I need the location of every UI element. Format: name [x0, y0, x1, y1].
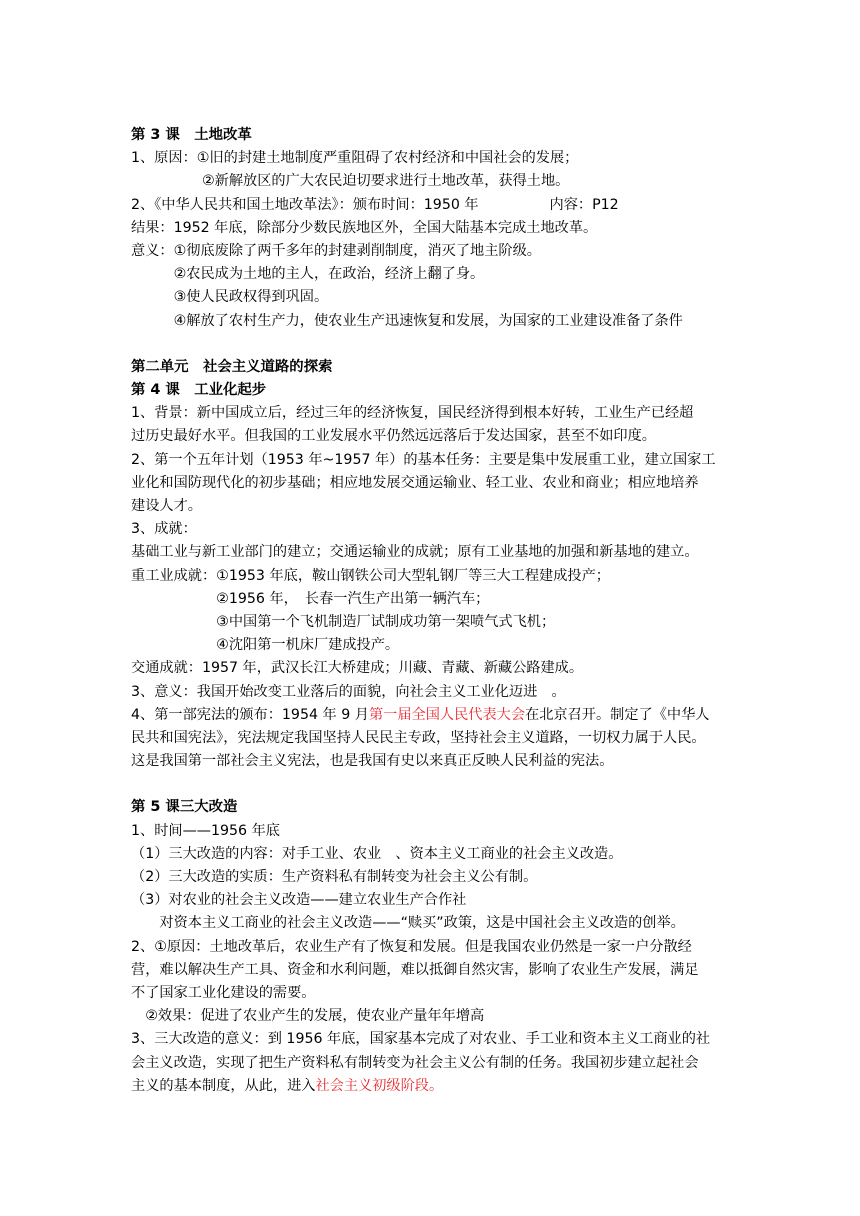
text-line: 基础工业与新工业部门的建立；交通运输业的成就；原有工业基地的加强和新基地的建立。 — [131, 544, 699, 561]
text-line: 2、第一个五年计划（1953 年~1957 年）的基本任务：主要是集中发展重工业，建立国家工 — [131, 451, 716, 468]
text-line: ④解放了农村生产力，使农业生产迅速恢复和发展，为国家的工业建设准备了条件 — [131, 312, 683, 329]
text-line: ③使人民政权得到巩固。 — [131, 289, 329, 306]
lesson-5-heading: 第 5 课三大改造 — [131, 799, 238, 816]
final-line — [131, 1075, 731, 1098]
text-line: 结果：1952 年底，除部分少数民族地区外，全国大陆基本完成土地改革。 — [131, 219, 598, 236]
text-line: 1、背景：新中国成立后，经过三年的经济恢复，国民经济得到根本好转，工业生产已经超 — [131, 405, 694, 422]
text-line: ④沈阳第一机床厂建成投产。 — [131, 637, 400, 654]
text-line: （1）三大改造的内容：对手工业、农业 、资本主义工商业的社会主义改造。 — [131, 845, 623, 862]
text-line: 2、《中华人民共和国土地改革法》：颁布时间：1950 年 内容：P12 — [131, 196, 619, 213]
text-line: 民共和国宪法》，宪法规定我国坚持人民民主专政，坚持社会主义道路，一切权力属于人民。 — [131, 729, 706, 746]
text-line: 营，难以解决生产工具、资金和水利问题，难以抵御自然灾害，影响了农业生产发展，满足 — [131, 961, 699, 978]
text-line: 3、三大改造的意义：到 1956 年底，国家基本完成了对农业、手工业和资本主义工商业的社 — [131, 1031, 711, 1048]
text-line: ③中国第一个飞机制造厂试制成功第一架喷气式飞机； — [131, 613, 556, 630]
lesson-3-heading: 第 3 课 土地改革 — [131, 127, 252, 143]
text-line: 建设人才。 — [131, 498, 202, 514]
highlight-text: 第一届全国人民代表大会 — [368, 706, 526, 723]
lesson-4-heading: 第 4 课 工业化起步 — [131, 382, 267, 399]
text-line: 过历史最好水平。但我国的工业发展水平仍然远远落后于发达国家，甚至不如印度。 — [131, 428, 656, 445]
text-line: 3、成就： — [131, 521, 197, 538]
text-line: 2、①原因：土地改革后，农业生产有了恢复和发展。但是我国农业仍然是一家一户分散经 — [131, 938, 692, 955]
text-line: （2）三大改造的实质：生产资料私有制转变为社会主义公有制。 — [131, 869, 538, 885]
text-line: 1、时间——1956 年底 — [131, 822, 280, 839]
text-line: 3、意义：我国开始改变工业落后的面貌，向社会主义工业化迈进 。 — [131, 683, 566, 700]
text-line: 1、原因：①旧的封建土地制度严重阻碍了农村经济和中国社会的发展； — [131, 150, 579, 167]
text-line: ②农民成为土地的主人，在政治，经济上翻了身。 — [131, 266, 485, 283]
text-line: 这是我国第一部社会主义宪法，也是我国有史以来真正反映人民利益的宪法。 — [131, 753, 614, 770]
text-line: ②新解放区的广大农民迫切要求进行土地改革，获得土地。 — [131, 173, 570, 190]
text-span: 在北京召开。制定了《中华人 — [525, 706, 710, 723]
text-line: （3）对农业的社会主义改造——建立农业生产合作社 — [131, 892, 467, 909]
spacer — [131, 333, 731, 356]
text-line: ②效果：促进了农业产生的发展，使农业产量年年增高 — [131, 1008, 485, 1025]
text-line: 重工业成就：①1953 年底，鞍山钢铁公司大型轧钢厂等三大工程建成投产； — [131, 567, 610, 584]
text-span: 4、第一部宪法的颁布：1954 年 9 月 — [131, 706, 369, 723]
unit-2-heading: 第二单元 社会主义道路的探索 — [131, 358, 333, 375]
constitution-line — [131, 704, 731, 727]
text-line: 意义：①彻底废除了两千多年的封建剥削制度，消灭了地主阶级。 — [131, 242, 541, 259]
text-line: ②1956 年， 长春一汽生产出第一辆汽车； — [131, 590, 490, 607]
text-line: 交通成就：1957 年，武汉长江大桥建成；川藏、青藏、新藏公路建成。 — [131, 660, 584, 677]
document-page — [131, 124, 731, 1098]
text-line: 会主义改造，实现了把生产资料私有制转变为社会主义公有制的任务。我国初步建立起社会 — [131, 1054, 699, 1071]
highlight-text: 社会主义初级阶段。 — [315, 1077, 444, 1094]
text-line: 业化和国防现代化的初步基础；相应地发展交通运输业、轻工业、农业和商业；相应地培养 — [131, 474, 699, 491]
text-span: 主义的基本制度，从此，进入 — [131, 1077, 316, 1094]
text-line: 对资本主义工商业的社会主义改造——“赎买”政策，这是中国社会主义改造的创举。 — [131, 915, 685, 932]
spacer — [131, 773, 731, 796]
text-line: 不了国家工业化建设的需要。 — [131, 984, 316, 1001]
